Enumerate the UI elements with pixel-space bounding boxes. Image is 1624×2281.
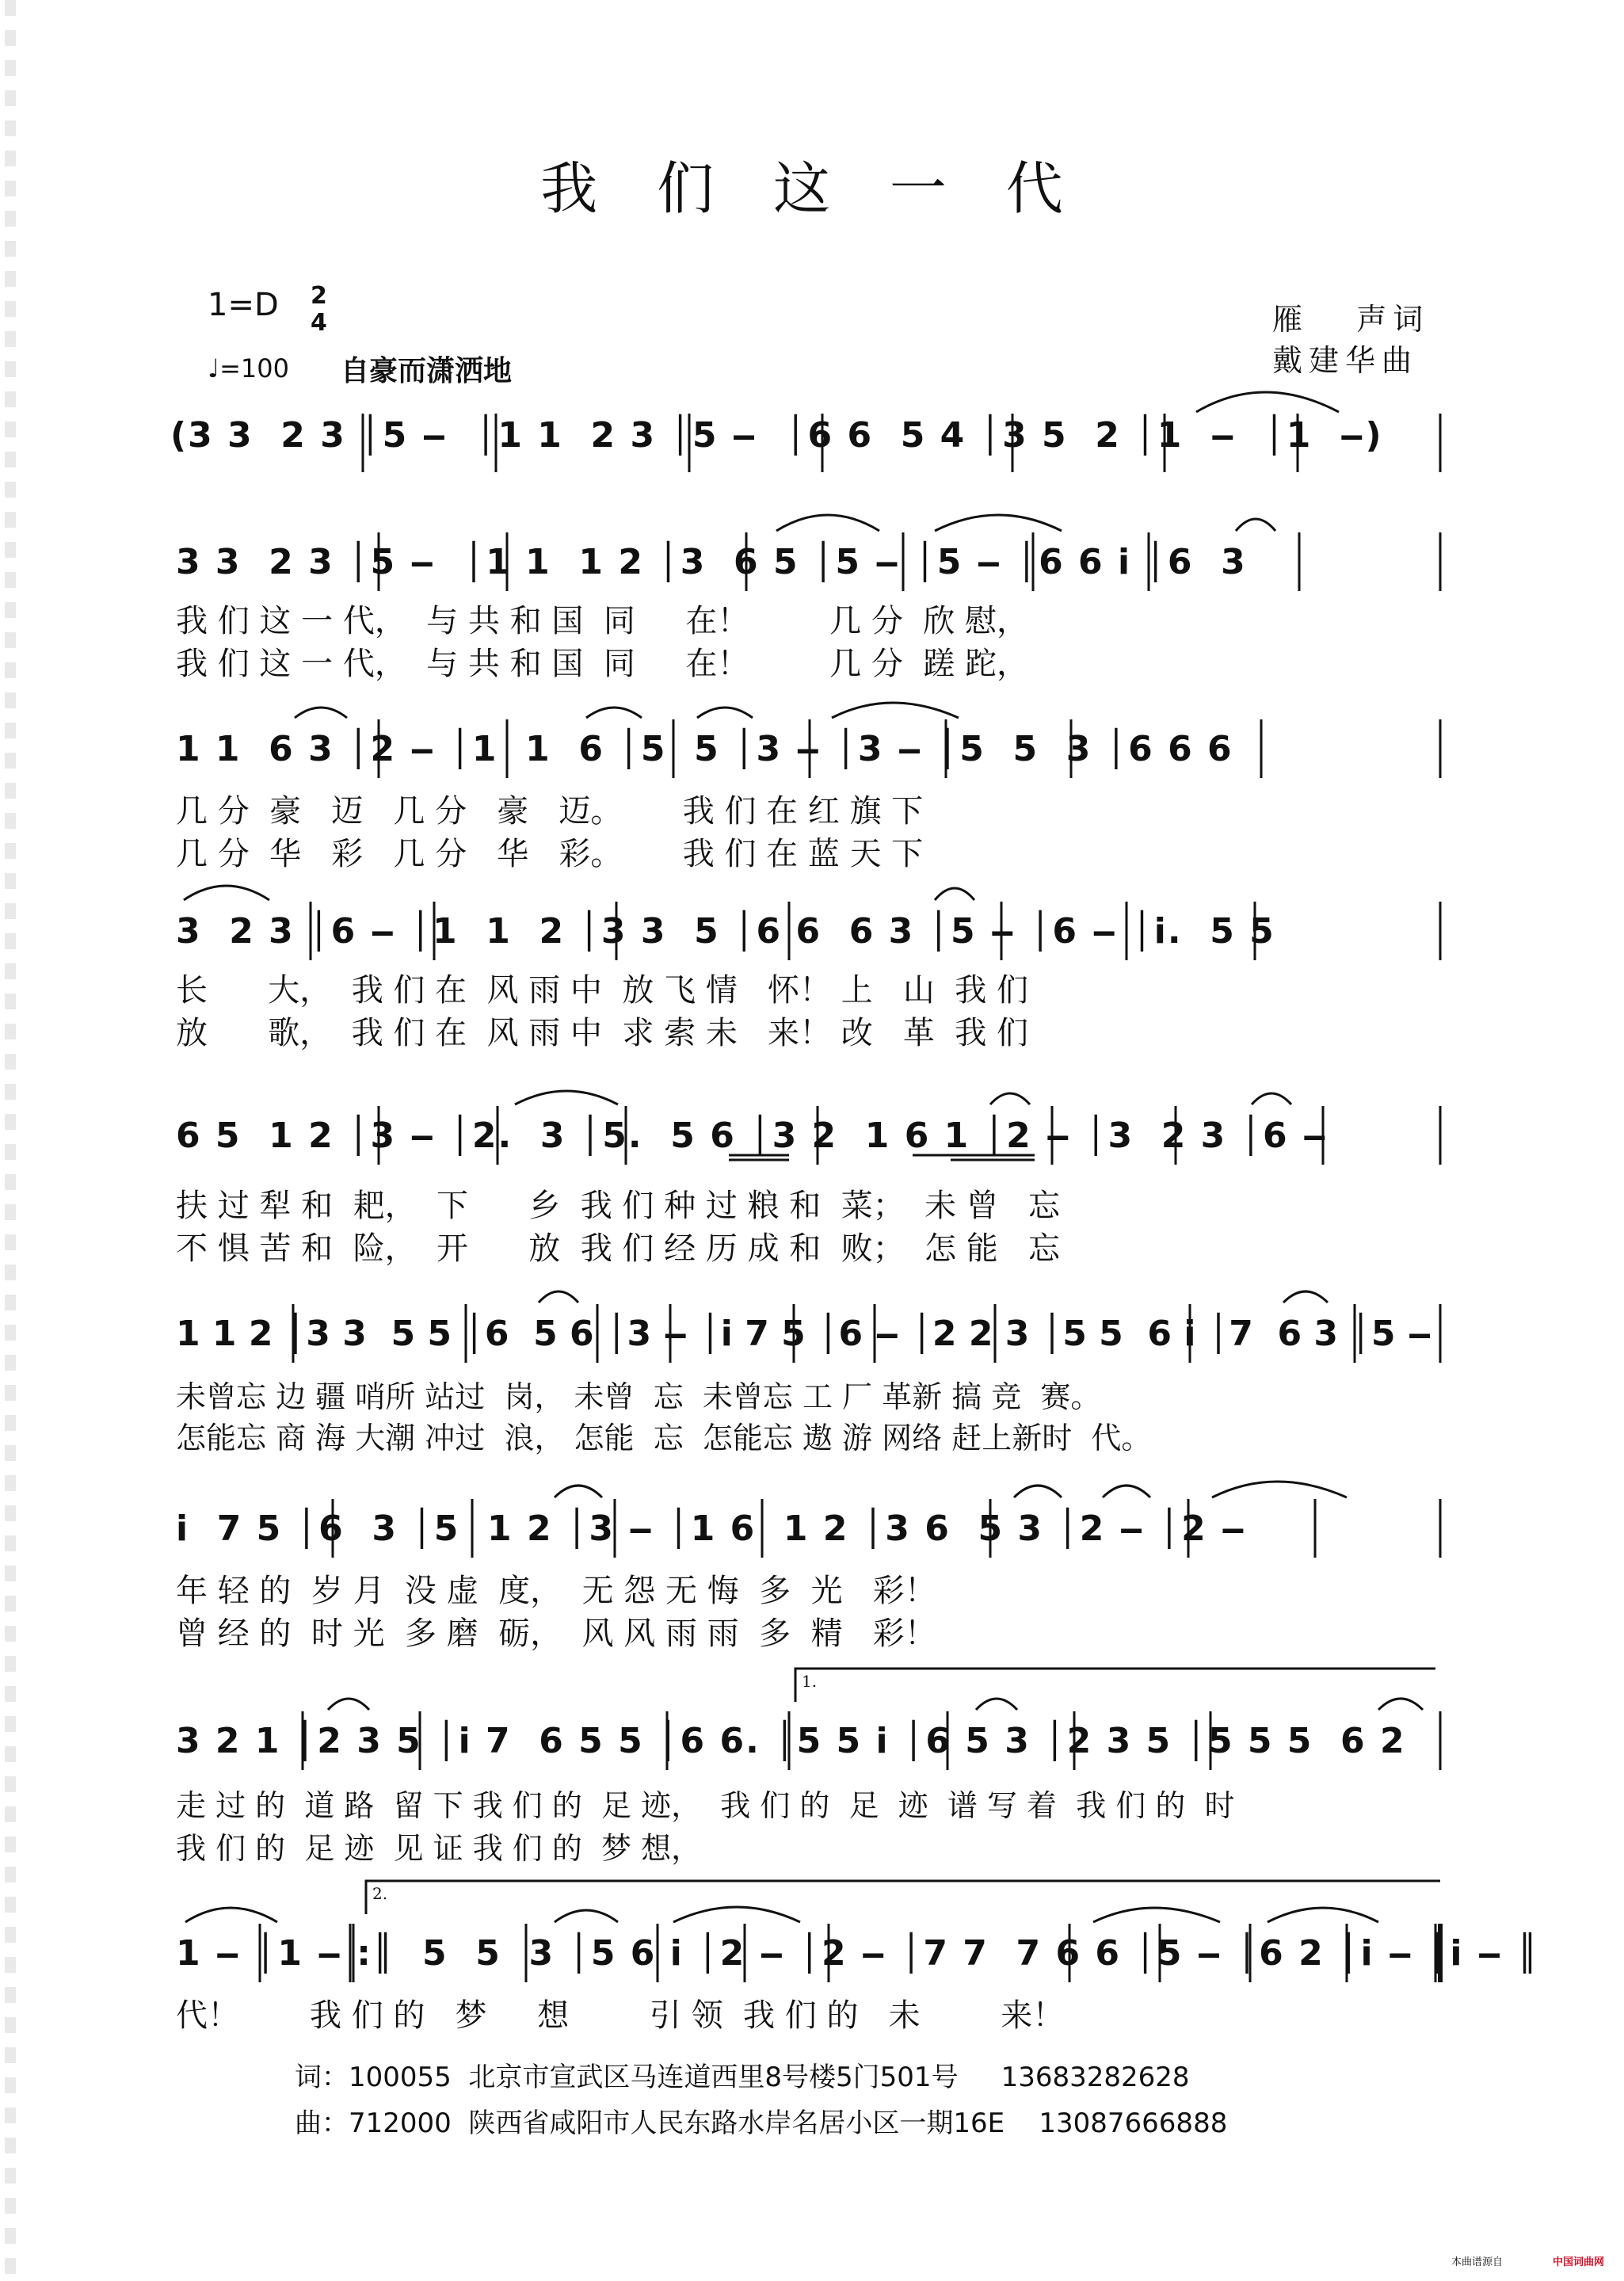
lyric-row-7-verse-1: 年 轻 的 岁 月 没 虚 度， 无 怨 无 悔 多 光 彩！ — [176, 1573, 936, 1609]
notation-row-1: (3 3 2 3 │5 ‒ │1 1 2 3 │5 ‒ │6 6 5 4 │3 5 2 │1 ‒ │1 ‒) — [170, 415, 1383, 456]
notation-row-2: 3 3 2 3 │5 ‒ │1 1 1 2 │3 6 5 │5 ‒ │5 ‒ │6 6 i │6 3 — [176, 542, 1247, 582]
lyric-row-8-verse-1: 走 过 的 道 路 留 下 我 们 的 足 迹， 我 们 的 足 迹 谱 写 着 我 们 的 时 — [176, 1788, 1235, 1823]
notation-row-9: 1 ‒ │1 ‒ :║ 5 5 3 │5 6 i │2 ‒ │2 ‒ │7 7 7 6 6 │5 ‒ │6 2 │i ‒ │i ‒ ║ — [176, 1933, 1540, 1974]
notation-row-6: 1 1 2 │3 3 5 5 │6 5 6 │3 ‒ │i 7 5 │6 ‒ │2 2 3 │5 5 6 i │7 6 3 │5 ‒ — [176, 1314, 1432, 1354]
expression-marking: 自豪而潇洒地 — [341, 355, 513, 387]
lyricist-credit: 雁 声词 — [1272, 302, 1430, 337]
lyric-row-4-verse-1: 长 大， 我 们 在 风 雨 中 放 飞 情 怀！ 上 山 我 们 — [176, 972, 1029, 1009]
watermark-source-label: 本曲谱源自 — [1451, 2256, 1504, 2268]
lyric-row-2-verse-2: 我 们 这 一 代， 与 共 和 国 同 在！ 几 分 蹉 跎， — [176, 646, 1029, 682]
lyric-row-6-verse-2: 怎能忘 商 海 大潮 冲过 浪， 怎能 忘 怎能忘 遨 游 网络 赶上新时 代。 — [176, 1421, 1152, 1455]
time-signature-top: 2 — [311, 282, 327, 310]
lyric-row-6-verse-1: 未曾忘 边 疆 哨所 站过 岗， 未曾 忘 未曾忘 工 厂 革新 搞 竞 赛。 — [176, 1379, 1101, 1414]
composer-contact: 曲：712000 陕西省咸阳市人民东路水岸名居小区一期16E 13087666888 — [295, 2107, 1228, 2139]
notation-row-7: i 7 5 │6 3 │5 1 2 │3 ‒ │1 6 1 2 │3 6 5 3 │2 ‒ │2 ‒ — [176, 1509, 1247, 1549]
lyric-row-3-verse-1: 几 分 豪 迈 几 分 豪 迈。 我 们 在 红 旗 下 — [176, 793, 924, 830]
lyric-row-3-verse-2: 几 分 华 彩 几 分 华 彩。 我 们 在 蓝 天 下 — [176, 836, 924, 872]
lyric-row-9-verse-1: 代！ 我 们 的 梦 想 引 领 我 们 的 未 来！ — [176, 1997, 1065, 2034]
first-ending-marker: 1. — [802, 1672, 818, 1691]
notation-row-4: 3 2 3 │6 ‒ │1 1 2 │3 3 5 │6 6 6 3 │5 ‒ │6 ‒ │i. 5 5 — [176, 911, 1275, 952]
song-title: 我 们 这 一 代 — [540, 155, 1084, 222]
notation-row-8: 3 2 1 │2 3 5 │i 7 6 5 5 │6 6. │5 5 i │6 5 3 │2 3 5 │5 5 5 6 2 — [176, 1721, 1406, 1761]
lyric-row-2-verse-1: 我 们 这 一 代， 与 共 和 国 同 在！ 几 分 欣 慰， — [176, 603, 1029, 639]
notation-row-5: 6 5 1 2 │3 ‒ │2. 3 │5. 5 6 │3 2 1 6 1 │2 ‒ │3 2 3 │6 ‒ — [176, 1116, 1329, 1156]
margin-watermark-strip — [5, 0, 16, 2281]
lyric-row-7-verse-2: 曾 经 的 时 光 多 磨 砺， 风 风 雨 雨 多 精 彩！ — [176, 1615, 936, 1652]
lyric-row-5-verse-1: 扶 过 犁 和 耙， 下 乡 我 们 种 过 粮 和 菜； 未 曾 忘 — [176, 1188, 1061, 1224]
notation-row-3: 1 1 6 3 │2 ‒ │1 1 6 │5 5 │3 ‒ │3 ‒ │5 5 3 │6 6 6 — [176, 729, 1233, 769]
second-ending-marker: 2. — [372, 1884, 388, 1903]
lyric-row-5-verse-2: 不 惧 苦 和 险， 开 放 我 们 经 历 成 和 败； 怎 能 忘 — [176, 1230, 1061, 1267]
tempo-marking: ♩=100 — [208, 353, 289, 383]
lyric-row-8-verse-2: 我 们 的 足 迹 见 证 我 们 的 梦 想， — [176, 1831, 702, 1866]
lyricist-contact: 词：100055 北京市宣武区马连道西里8号楼5门501号 13683282628 — [295, 2062, 1190, 2093]
watermark-site-label: 中国词曲网 — [1553, 2256, 1605, 2268]
composer-credit: 戴建华曲 — [1272, 343, 1419, 378]
time-signature-bottom: 4 — [311, 309, 327, 337]
lyric-row-4-verse-2: 放 歌， 我 们 在 风 雨 中 求 索 未 来！ 改 革 我 们 — [176, 1015, 1029, 1051]
key-signature: 1=D — [208, 287, 279, 323]
